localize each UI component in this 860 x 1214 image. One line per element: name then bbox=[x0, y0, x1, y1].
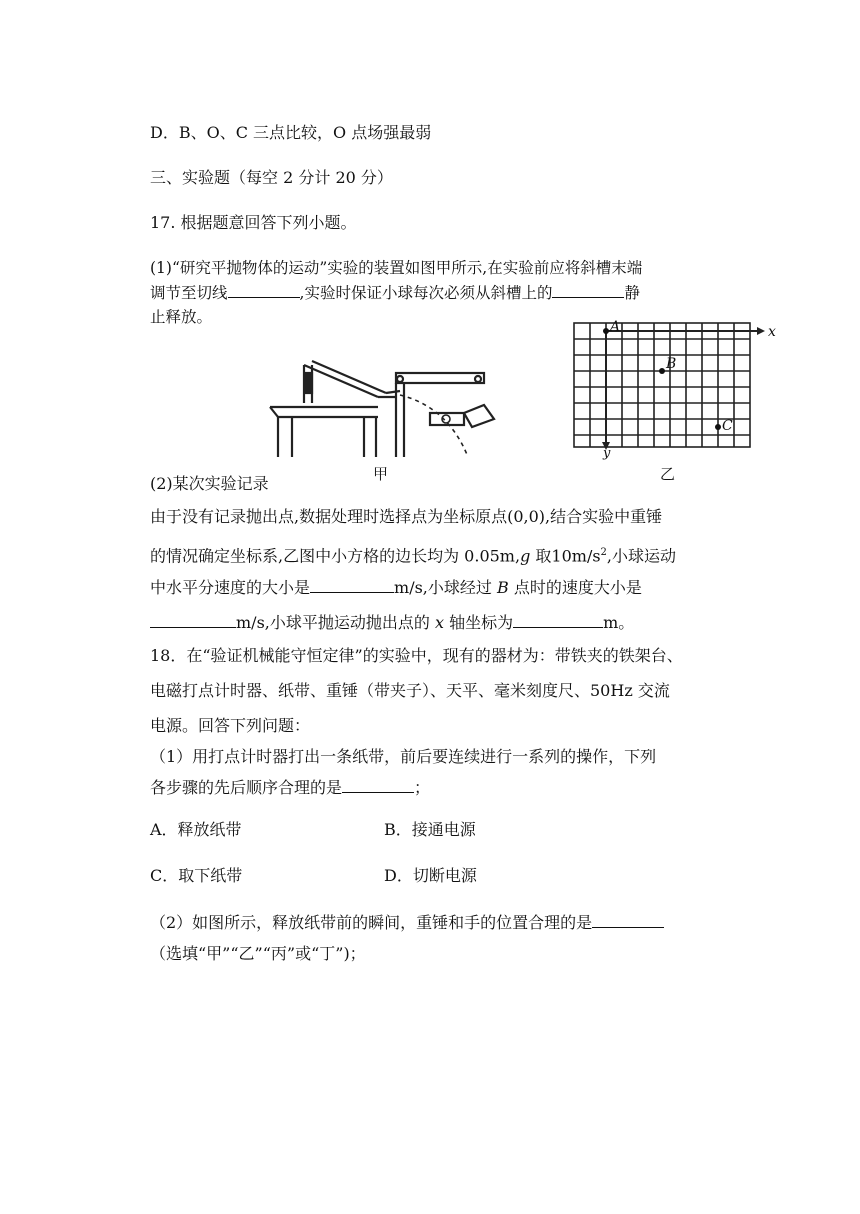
text: m/s,小球平抛运动抛出点的 bbox=[236, 613, 435, 632]
x-axis-label: x bbox=[768, 324, 776, 340]
grid-figure bbox=[565, 316, 780, 461]
point-a-label: A bbox=[610, 319, 621, 335]
option-a: A．释放纸带 bbox=[150, 820, 242, 839]
text: 中水平分速度的大小是 bbox=[150, 578, 311, 597]
point-b-label: B bbox=[666, 356, 677, 372]
text: ； bbox=[414, 778, 431, 797]
answer-blank[interactable] bbox=[513, 613, 603, 628]
y-axis-label: y bbox=[603, 446, 611, 461]
q18-line-3: 电源。回答下列问题： bbox=[150, 716, 311, 735]
q18-line-4: （1）用打点计时器打出一条纸带，前后要连续进行一系列的操作，下列 bbox=[150, 747, 657, 766]
q17-line-a: 由于没有记录抛出点,数据处理时选择点为坐标原点(0,0),结合实验中重锤 bbox=[150, 507, 663, 526]
answer-blank[interactable] bbox=[310, 578, 394, 593]
q18-line-1: 18．在“验证机械能守恒定律”的实验中，现有的器材为：带铁夹的铁架台、 bbox=[150, 646, 683, 665]
q17-part2: (2)某次实验记录 bbox=[150, 474, 269, 493]
q17-line-b bbox=[150, 543, 676, 566]
figure-label-jia: 甲 bbox=[373, 465, 389, 483]
text: 静 bbox=[624, 284, 640, 302]
text: 轴坐标为 bbox=[443, 613, 514, 632]
answer-blank[interactable] bbox=[592, 913, 664, 928]
text: m/s,小球经过 bbox=[394, 578, 497, 597]
q17-part1-line1: (1)“研究平抛物体的运动”实验的装置如图甲所示,在实验前应将斜槽末端 bbox=[150, 259, 643, 277]
text: 的情况确定坐标系,乙图中小方格的边长均为 0.05m, bbox=[150, 546, 521, 566]
q17-title: 17. 根据题意回答下列小题。 bbox=[150, 213, 357, 232]
text: ,实验时保证小球每次必须从斜槽上的 bbox=[299, 284, 553, 302]
answer-blank[interactable] bbox=[150, 613, 236, 628]
q17-line-d bbox=[150, 613, 634, 633]
answer-blank[interactable] bbox=[228, 283, 300, 298]
q18-line-5 bbox=[150, 778, 430, 798]
unit: 10m/s bbox=[551, 546, 601, 566]
q17-part1-line3: 止释放。 bbox=[150, 308, 213, 326]
option-c: C．取下纸带 bbox=[150, 866, 243, 885]
q18-line-6 bbox=[150, 913, 664, 933]
q18-line-7: （选填“甲”“乙”“丙”或“丁”)； bbox=[150, 944, 366, 963]
q18-line-2: 电磁打点计时器、纸带、重锤（带夹子）、天平、毫米刻度尺、50Hz 交流 bbox=[150, 681, 670, 700]
answer-blank[interactable] bbox=[552, 283, 624, 298]
text: ,小球运动 bbox=[606, 546, 677, 566]
g-symbol: g bbox=[520, 546, 531, 566]
x-symbol: x bbox=[434, 613, 444, 632]
text: 各步骤的先后顺序合理的是 bbox=[150, 778, 343, 797]
b-symbol: B bbox=[496, 578, 509, 597]
text: 调节至切线 bbox=[150, 284, 228, 302]
text: 点时的速度大小是 bbox=[508, 578, 642, 597]
figure-label-yi: 乙 bbox=[660, 465, 676, 483]
option-d: D．切断电源 bbox=[384, 866, 477, 885]
option-d-line: D．B、O、C 三点比较，O 点场强最弱 bbox=[150, 123, 432, 142]
text: m。 bbox=[603, 613, 635, 632]
section-heading: 三、实验题（每空 2 分计 20 分） bbox=[150, 168, 393, 187]
exponent: 2 bbox=[600, 547, 607, 558]
point-c-label: C bbox=[722, 418, 733, 434]
apparatus-figure bbox=[268, 345, 498, 463]
text: 取 bbox=[530, 546, 552, 566]
option-b: B．接通电源 bbox=[384, 820, 476, 839]
q17-line-c bbox=[150, 578, 642, 598]
q17-part1-line2 bbox=[150, 283, 640, 303]
answer-blank[interactable] bbox=[342, 778, 414, 793]
text: （2）如图所示，释放纸带前的瞬间，重锤和手的位置合理的是 bbox=[150, 913, 593, 932]
